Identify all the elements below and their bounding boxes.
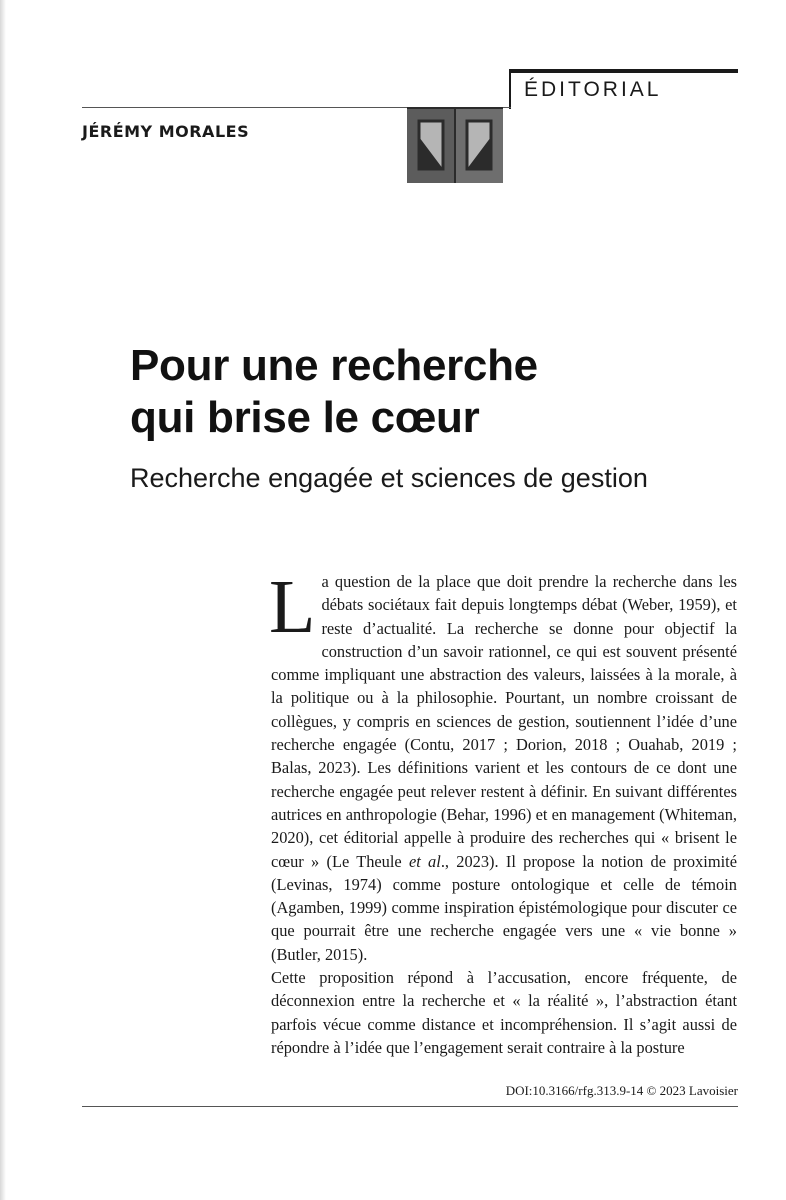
paragraph-1-text-a: a question de la place que doit prendre la recherche dans les débats sociétaux fait depuis longtemps débat (Weber, 1959), et reste d’actualité. La recherche se donne pour objectif la construction d’un savoir rationnel, ce qui est souvent présenté comme impliquant une abstraction des valeurs, laissées à la morale, à la politique ou à la philosophie. Pourtant, un nombre croissant de collègues, y compris en sciences de gestion, soutiennent l’idée d’une recherche engagée (Contu, 2017 ; Dorion, 2018 ; Ouahab, 2019 ; Balas, 2023). Les définitions varient et les contours de ce dont une recherche engagée peut relever restent à définir. En suivant différentes autrices en anthropologie (Behar, 1996) et en management (Whiteman, 2020), cet éditorial appelle à produire des recherches qui « brisent le cœur » (Le Theule — [271, 572, 737, 871]
author-name: JÉRÉMY MORALES — [82, 122, 250, 141]
journal-logo-icon — [407, 107, 503, 183]
title-line-2: qui brise le cœur — [130, 393, 480, 442]
section-divider — [509, 69, 511, 109]
paragraph-1-text-b: ., 2023). Il propose la notion de proximité (Levinas, 1974) comme posture ontologique et celle de témoin (Agamben, 1999) comme inspiration épistémologique pour discuter ce que pourrait être une recherche engagée vers une « vie bonne » (Butler, 2015). — [271, 851, 737, 964]
paragraph-1 — [269, 565, 737, 966]
article-title — [130, 340, 538, 444]
paragraph-1-etal: et al — [408, 851, 441, 871]
page-edge-shadow — [0, 0, 6, 1200]
section-top-rule — [510, 69, 738, 73]
doi-copyright: DOI:10.3166/rfg.313.9-14 © 2023 Lavoisier — [505, 1083, 738, 1098]
section-label: ÉDITORIAL — [524, 78, 662, 101]
drop-cap: L — [269, 565, 316, 649]
article-body — [269, 565, 737, 1059]
article-subtitle: Recherche engagée et sciences de gestion — [130, 463, 648, 493]
footer-rule — [82, 1106, 738, 1107]
title-line-1: Pour une recherche — [130, 341, 538, 390]
paragraph-2: Cette proposition répond à l’accusation, encore fréquente, de déconnexion entre la recherche et « la réalité », l’abstraction étant parfois vécue comme distance et incompréhension. Il s’agit aussi de répondre à l’idée que l’engagement serait contraire à la posture — [271, 968, 737, 1057]
